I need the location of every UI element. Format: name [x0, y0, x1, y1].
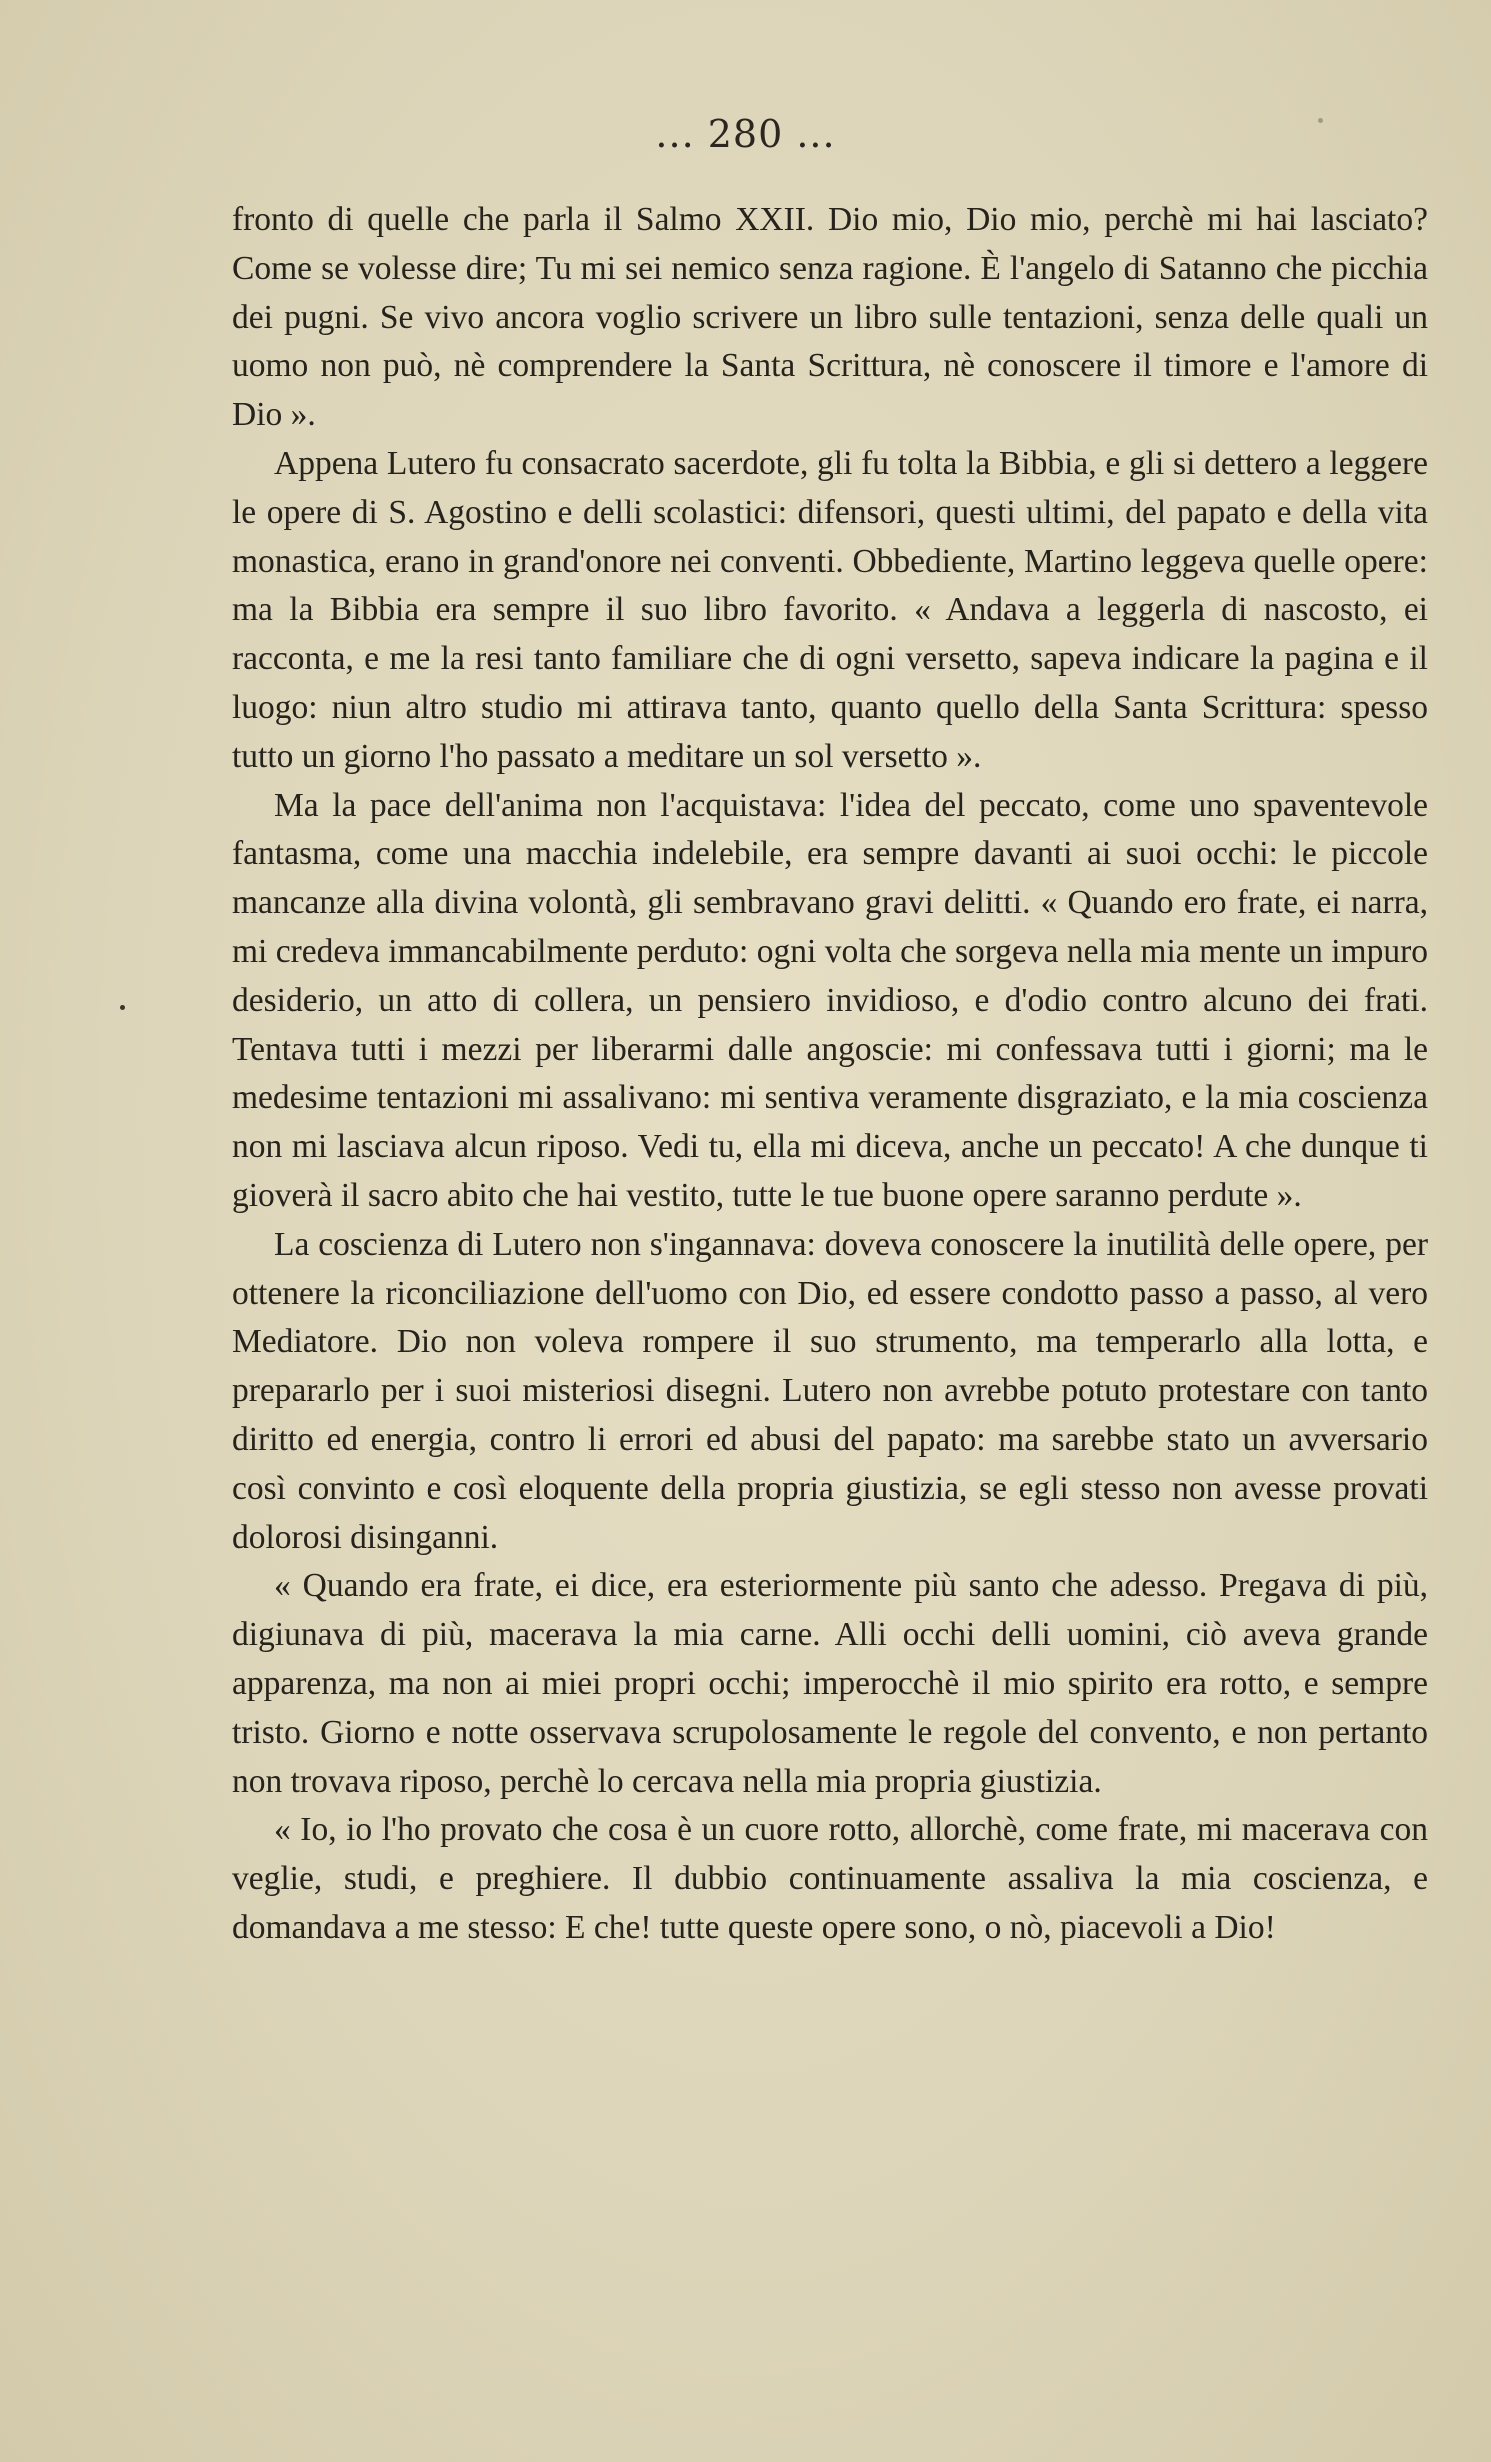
paragraph-3: Ma la pace dell'anima non l'acquistava: l'idea del peccato, come uno spaventevole fantasma, come una macchia indelebile, era sempre davanti ai suoi occhi: le piccole mancanze alla divina volontà, gli sembravano gravi delitti. « Quando ero frate, ei narra, mi credeva immancabilmente perduto: ogni volta che sorgeva nella mia mente un impuro desiderio, un atto di collera, un pensiero invidioso, e d'odio contro alcuno dei frati. Tentava tutti i mezzi per liberarmi dalle angoscie: mi confessava tutti i giorni; ma le medesime tentazioni mi assalivano: mi sentiva veramente disgraziato, e la mia coscienza non mi lasciava alcun riposo. Vedi tu, ella mi diceva, anche un peccato! A che dunque ti gioverà il sacro abito che hai vestito, tutte le tue buone opere saranno perdute ». — [232, 786, 1428, 1214]
paragraph-2: Appena Lutero fu consacrato sacerdote, gli fu tolta la Bibbia, e gli si dettero a leggere le opere di S. Agostino e delli scolastici: difensori, questi ultimi, del papato e della vita monastica, erano in grand'onore nei conventi. Obbediente, Martino leggeva quelle opere: ma la Bibbia era sempre il suo libro favorito. « Andava a leggerla di nascosto, ei racconta, e me la resi tanto familiare che di ogni versetto, sapeva indicare la pagina e il luogo: niun altro studio mi attirava tanto, quanto quello della Santa Scrittura: spesso tutto un giorno l'ho passato a meditare un sol versetto ». — [232, 444, 1428, 775]
page-number: ... 280 ... — [655, 112, 836, 156]
paragraph-5: « Quando era frate, ei dice, era esteriormente più santo che adesso. Pregava di più, digiunava di più, macerava la mia carne. Alli occhi delli uomini, ciò aveva grande apparenza, ma non ai miei propri occhi; imperocchè il mio spirito era rotto, e sempre tristo. Giorno e notte osservava scrupolosamente le regole del convento, e non pertanto non trovava riposo, perchè lo cercava nella mia propria giustizia. — [232, 1567, 1428, 1800]
paragraph-6: « Io, io l'ho provato che cosa è un cuore rotto, allorchè, come frate, mi macerava con veglie, studi, e preghiere. Il dubbio continuamente assaliva la mia coscienza, e domandava a me stesso: E che! tutte queste opere sono, o nò, piacevoli a Dio! — [232, 1811, 1428, 1946]
paper-speck — [1318, 118, 1323, 123]
body-text — [232, 196, 1428, 1953]
paragraph-4: La coscienza di Lutero non s'ingannava: doveva conoscere la inutilità delle opere, per ottenere la riconciliazione dell'uomo con Dio, ed essere condotto passo a passo, al vero Mediatore. Dio non voleva rompere il suo strumento, ma temperarlo alla lotta, e prepararlo per i suoi misteriosi disegni. Lutero non avrebbe potuto protestare con tanto diritto ed energia, contro li errori ed abusi del papato: ma sarebbe stato un avversario così convinto e così eloquente della propria giustizia, se egli stesso non avesse provati dolorosi disinganni. — [232, 1225, 1428, 1556]
paper-speck — [120, 1005, 125, 1010]
paragraph-1: fronto di quelle che parla il Salmo XXII. Dio mio, Dio mio, perchè mi hai lasciato? Come se volesse dire; Tu mi sei nemico senza ragione. È l'angelo di Satanno che picchia dei pugni. Se vivo ancora voglio scrivere un libro sulle tentazioni, senza delle quali un uomo non può, nè comprendere la Santa Scrittura, nè conoscere il timore e l'amore di Dio ». — [232, 201, 1428, 434]
